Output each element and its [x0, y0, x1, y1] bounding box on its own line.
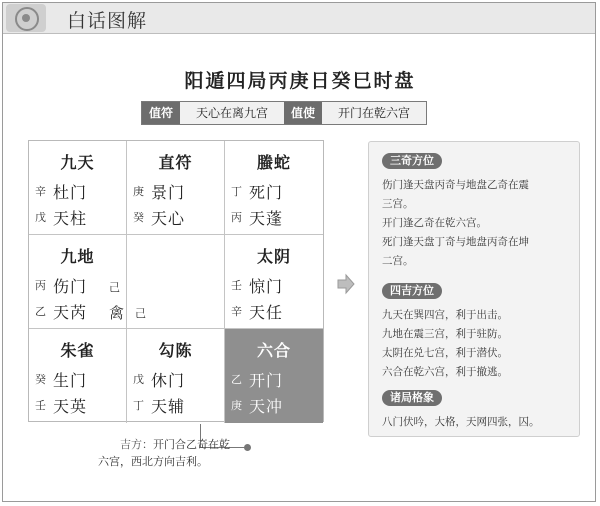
palace-god: 直符 [158, 153, 193, 172]
arrow-right-icon [336, 272, 356, 296]
sanqi-title: 三奇方位 [382, 153, 442, 169]
earth-stem: 壬 [35, 399, 46, 412]
palace-star: 天蓬 [249, 208, 284, 228]
palace-cell [127, 141, 225, 235]
text-line: 二宫。 [382, 255, 414, 267]
zhifu-value: 天心在离九宫 [196, 106, 269, 120]
text-line: 八门伏吟，大格，天网四张，囚。 [382, 416, 540, 428]
earth-stem: 戊 [35, 211, 46, 224]
palace-door: 景门 [151, 182, 186, 202]
palace-star: 天冲 [249, 396, 284, 416]
siji-title: 四吉方位 [382, 283, 442, 299]
palace-god: 朱雀 [60, 341, 95, 360]
heaven-stem: 乙 [231, 373, 242, 386]
palace-door: 休门 [151, 370, 186, 390]
heaven-stem: 庚 [133, 185, 144, 198]
heaven-stem: 戊 [133, 373, 144, 386]
palace-god: 勾陈 [158, 341, 193, 360]
text-line: 伤门逢天盘丙奇与地盘乙奇在震 [382, 179, 529, 191]
text-line: 三宫。 [382, 198, 414, 210]
heaven-stem: 壬 [231, 279, 242, 292]
text-line: 九天在巽四宫，利于出击。 [382, 309, 508, 321]
sanqi-text [382, 176, 572, 271]
note-label: 吉方： [120, 438, 153, 451]
parasite-star: 禽 [109, 304, 125, 322]
earth-stem: 辛 [231, 305, 242, 318]
parasite-stem: 己 [109, 281, 120, 294]
earth-stem: 丁 [133, 399, 144, 412]
heaven-stem: 辛 [35, 185, 46, 198]
text-line: 死门逢天盘丁奇与地盘丙奇在坤 [382, 236, 529, 248]
palace-door: 开门 [249, 370, 284, 390]
text-line: 开门逢乙奇在乾六宫。 [382, 217, 487, 229]
palace-star: 天英 [53, 396, 88, 416]
earth-stem: 庚 [231, 399, 242, 412]
header-bar [3, 3, 595, 34]
palace-star: 天任 [249, 302, 284, 322]
palace-cell [225, 141, 323, 235]
center-stem: 己 [135, 307, 146, 320]
palace-door: 惊门 [249, 276, 284, 296]
geju-text [382, 413, 572, 432]
palace-god: 九天 [60, 153, 95, 172]
palace-god: 九地 [60, 247, 95, 266]
highlighted-palace-cell [225, 329, 323, 423]
palace-god: 六合 [256, 341, 291, 360]
chart-title: 阳遁四局丙庚日癸巳时盘 [184, 70, 416, 92]
palace-star: 天芮 [53, 302, 88, 322]
heaven-stem: 癸 [35, 373, 46, 386]
zhifu-label: 值符 [142, 102, 180, 124]
earth-stem: 乙 [35, 305, 46, 318]
palace-cell [29, 235, 127, 329]
palace-star: 天心 [151, 208, 186, 228]
note-line-2: 六宫，西北方向吉利。 [98, 455, 208, 468]
zhishi-label: 值使 [284, 102, 322, 124]
info-bar [141, 101, 427, 125]
lucky-direction-note [98, 436, 248, 470]
palace-door: 杜门 [53, 182, 88, 202]
text-line: 六合在乾六宫，利于撤逃。 [382, 366, 508, 378]
header-title: 白话图解 [67, 10, 148, 32]
earth-stem: 丙 [231, 211, 242, 224]
heaven-stem: 丙 [35, 279, 46, 292]
palace-star: 天柱 [53, 208, 88, 228]
palace-door: 伤门 [53, 276, 88, 296]
palace-star: 天辅 [151, 396, 186, 416]
nine-palace-grid [28, 140, 324, 422]
heaven-stem: 丁 [231, 185, 242, 198]
palace-god: 太阴 [256, 247, 291, 266]
yin-yang-emblem-icon [6, 4, 46, 32]
note-line-1: 开门合乙奇在乾 [153, 438, 230, 451]
text-line: 九地在震三宫，利于驻防。 [382, 328, 508, 340]
palace-door: 死门 [249, 182, 284, 202]
zhishi-value: 开门在乾六宫 [338, 106, 411, 120]
earth-stem: 癸 [133, 211, 144, 224]
center-palace-cell [127, 235, 225, 329]
siji-text [382, 306, 572, 382]
geju-title: 诸局格象 [382, 390, 442, 406]
palace-door: 生门 [53, 370, 88, 390]
palace-cell [29, 329, 127, 423]
palace-cell [127, 329, 225, 423]
text-line: 太阴在兑七宫，利于潜伏。 [382, 347, 508, 359]
palace-cell [225, 235, 323, 329]
palace-god: 螣蛇 [256, 153, 291, 172]
palace-cell [29, 141, 127, 235]
